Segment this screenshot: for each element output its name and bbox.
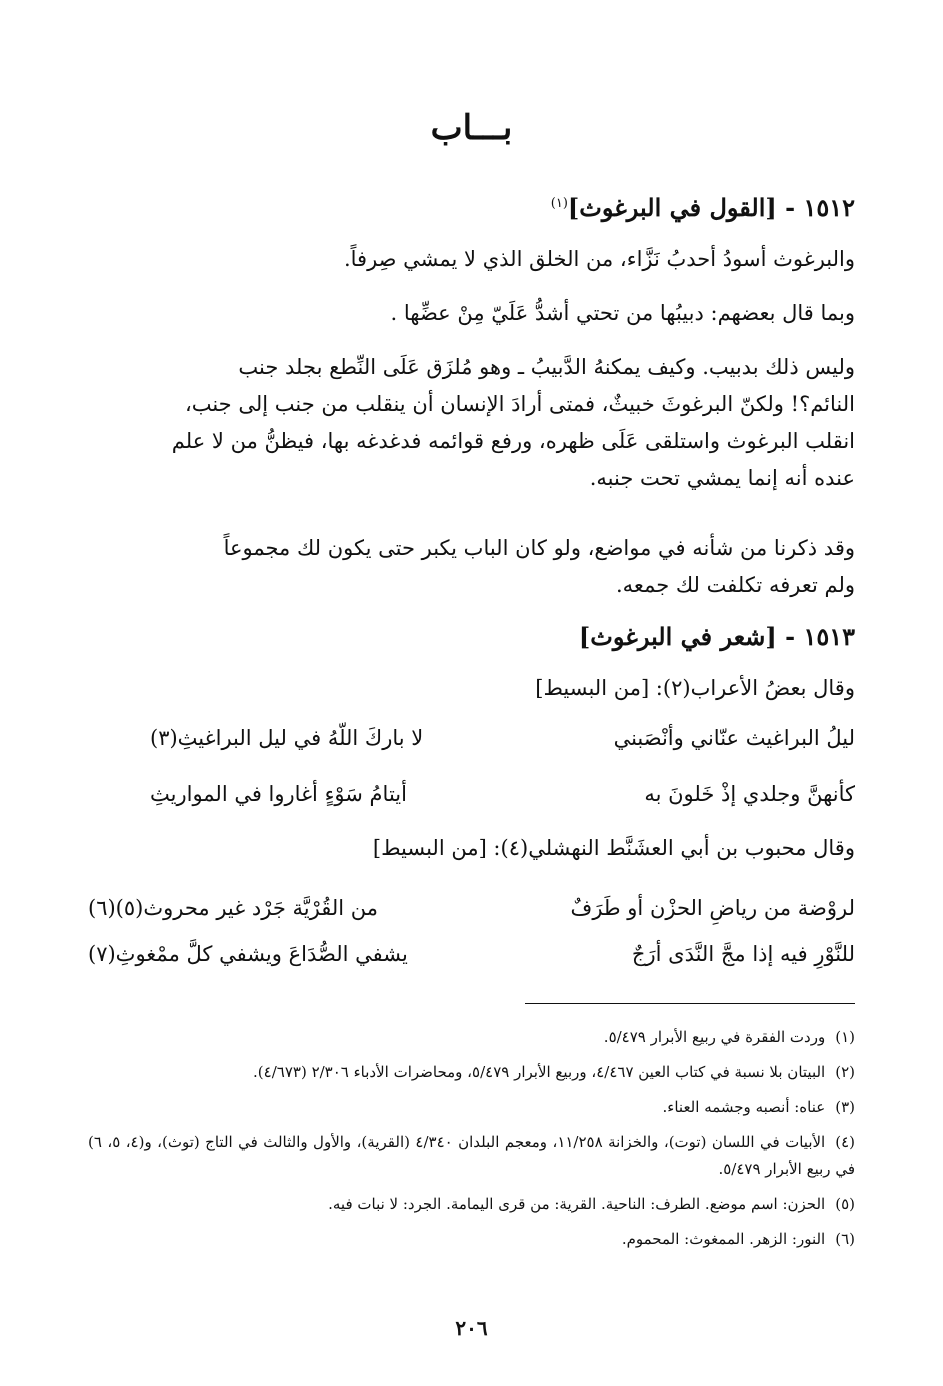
verse-second-hemistich: يشفي الصُّدَاعَ ويشفي كلَّ ممْغوثِ(٧): [88, 942, 408, 966]
footnote-number: (١): [835, 1028, 855, 1046]
footnote-text: وردت الفقرة في ربيع الأبرار ٥/٤٧٩.: [603, 1028, 826, 1046]
section-heading-1513: [579, 622, 855, 651]
verse-first-hemistich: ليلُ البراغيث عنّاني وأنْصَبني: [613, 726, 855, 750]
verse-second-hemistich: لا باركَ اللّهُ في ليل البراغيثِ(٣): [150, 726, 424, 750]
paragraph: [88, 349, 855, 497]
footnote-text: عناه: أنصبه وجشمه العناء.: [662, 1098, 826, 1116]
section-title: - [القول في البرغوث]: [567, 193, 796, 222]
section-number: ١٥١٢: [803, 193, 855, 222]
verse-first-hemistich: لروْضة من رياضِ الحزْن أو طَرَفٌ: [570, 896, 855, 920]
footnote: [88, 1059, 855, 1086]
section-number: ١٥١٣: [803, 622, 855, 651]
footnote-number: (٥): [835, 1195, 855, 1213]
text-line: عنده أنه إنما يمشي تحت جنبه.: [589, 466, 855, 490]
text-line: وقد ذكرنا من شأنه في مواضع، ولو كان الباب يكبر حتى يكون لك مجموعاً: [223, 536, 855, 560]
footnotes: [88, 1024, 855, 1261]
footnote: [88, 1024, 855, 1051]
footnote: [88, 1129, 855, 1183]
text-line: انقلب البرغوث واستلقى عَلَى ظهره، ورفع قوائمه فدغدغه بها، فيظنُّ من لا علم: [171, 429, 855, 453]
section-title: - [شعر في البرغوث]: [578, 622, 796, 651]
verse-second-hemistich: من القُرْيَّة جَرْد غير محروث(٥)(٦): [88, 896, 378, 920]
footnote-text: البيتان بلا نسبة في كتاب العين ٤/٤٦٧، وربيع الأبرار ٥/٤٧٩، ومحاضرات الأدباء ٢/٣٠٦ (٤/٦٧٣).: [253, 1063, 826, 1081]
section-heading-1512: [551, 193, 855, 222]
footnote-number: (٦): [835, 1230, 855, 1248]
footnote-ref: (١): [550, 196, 568, 211]
footnote-number: (٤): [835, 1133, 855, 1151]
footnote: [88, 1094, 855, 1121]
footnote-text: النور: الزهر. الممغوث: المحموم.: [621, 1230, 826, 1248]
chapter-title: بـــاب: [430, 108, 513, 148]
verse-first-hemistich: كأنهنَّ وجلدي إذْ خَلونَ به: [644, 782, 855, 806]
footnote-text: الحزن: اسم موضع. الطرف: الناحية. القرية: من قرى اليمامة. الجرد: لا نبات فيه.: [328, 1195, 826, 1213]
paragraph: [88, 530, 855, 604]
poem-intro: وقال بعضُ الأعراب(٢): [من البسيط]: [535, 676, 855, 700]
text-line: والبرغوث أسودُ أحدبُ نَزَّاء، من الخلق الذي لا يمشي صِرفاً.: [343, 247, 855, 271]
footnote-number: (٣): [835, 1098, 855, 1116]
text-line: وبما قال بعضهم: دبيبُها من تحتي أشدُّ عَلَيّ مِنْ عضِّها .: [390, 301, 855, 325]
footnote: [88, 1191, 855, 1218]
footnote-text: الأبيات في اللسان (توت)، والخزانة ١١/٢٥٨، ومعجم البلدان ٤/٣٤٠ (القرية)، والأول والثالث في التاج (توث)، و(٤، ٥، ٦) في ربيع الأبرار ٥/٤٧٩.: [88, 1133, 855, 1178]
footnote-number: (٢): [835, 1063, 855, 1081]
text-line: النائم؟! ولكنّ البرغوثَ خبيثٌ، فمتى أرادَ الإنسان أن ينقلب من جنب إلى جنب،: [184, 392, 855, 416]
footnote: [88, 1226, 855, 1253]
verse-second-hemistich: أيتامُ سَوْءٍ أغاروا في المواريثِ: [150, 782, 407, 806]
poem-intro: وقال محبوب بن أبي العشَنَّط النهشلي(٤): [من البسيط]: [372, 836, 855, 860]
footnote-divider: [525, 1003, 855, 1004]
text-line: ولم تعرفه تكلفت لك جمعه.: [616, 573, 855, 597]
verse-first-hemistich: للنَّوْرِ فيه إذا مجَّ النَّدَى أرَجٌ: [631, 942, 855, 966]
text-line: وليس ذلك بدبيب. وكيف يمكنهُ الدَّبيبُ ـ وهو مُلزَق عَلَى النِّطع بجلد جنب: [238, 355, 855, 379]
page-number: ٢٠٦: [455, 1316, 488, 1340]
